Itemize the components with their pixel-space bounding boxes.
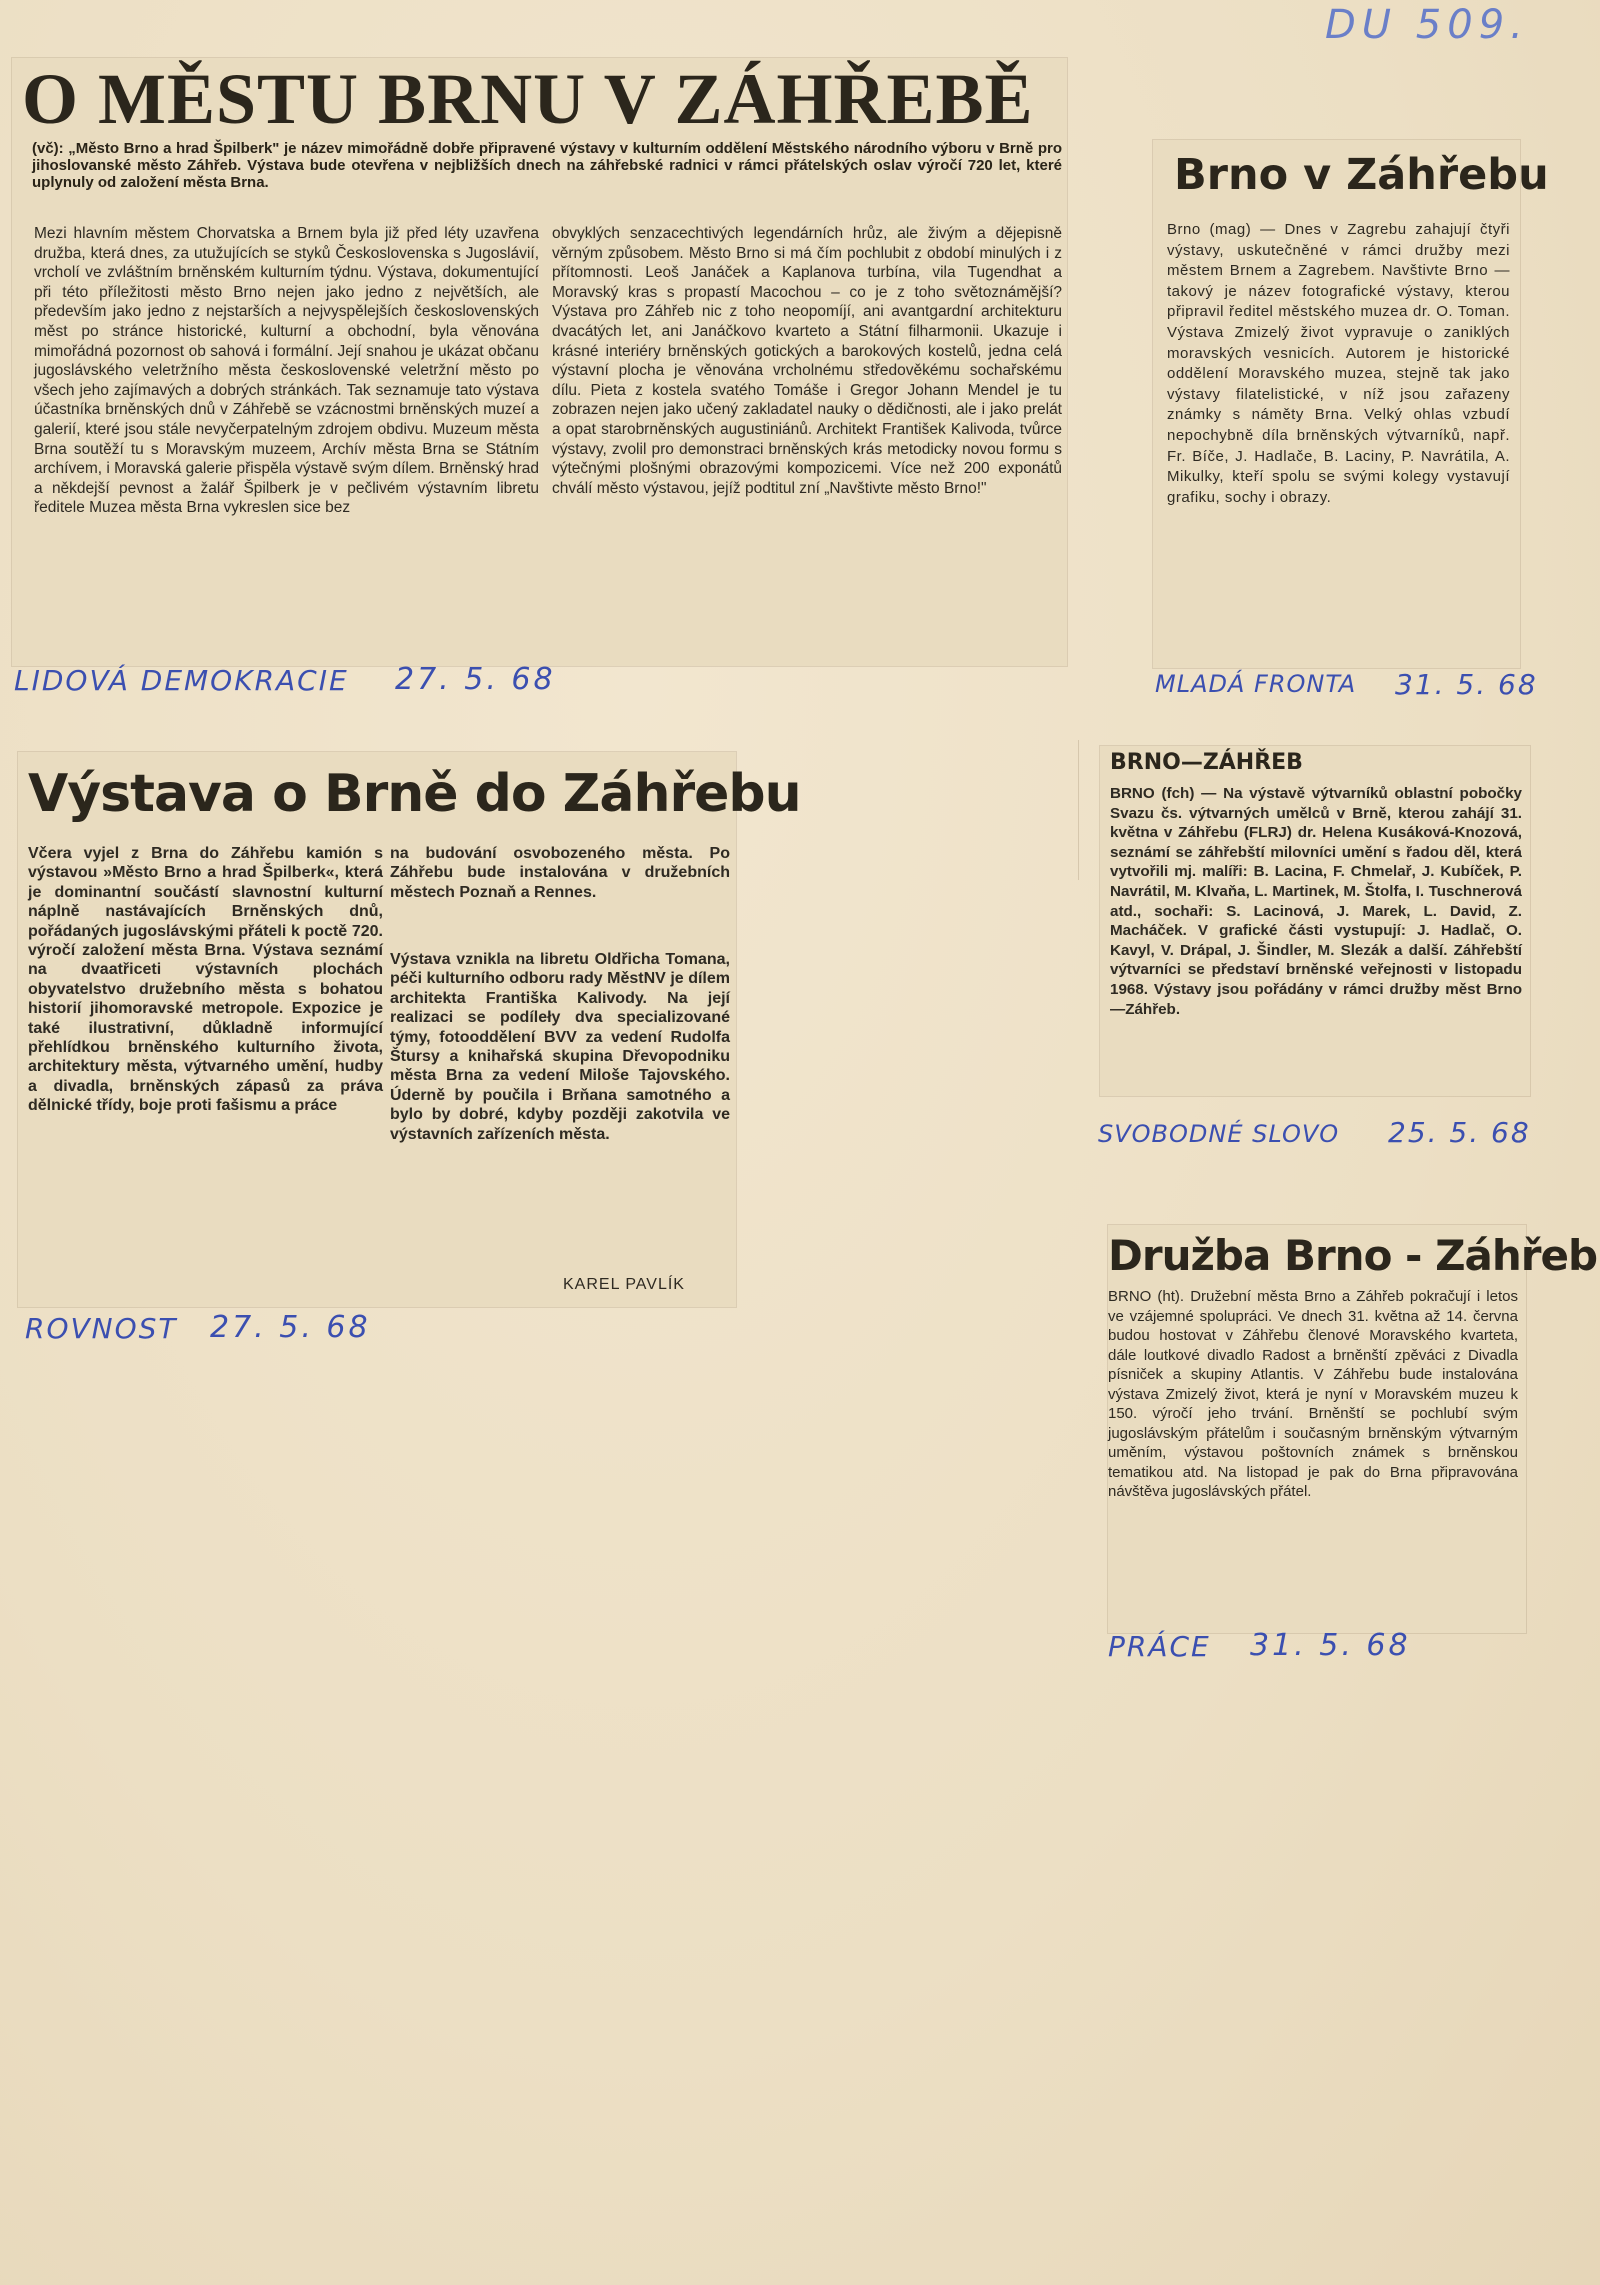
clipping-mlada-fronta — [1153, 140, 1549, 668]
article4-date: 25. 5. 68 — [1388, 1116, 1531, 1149]
article2-body: Brno (mag) — Dnes v Zagrebu zahajují čtyři výstavy, uskutečněné v rámci družby mezi městem Brnem a Zagrebem. Navštivte Brno — takový je název fotografické výstavy, kterou připravil ředitel městského muzea dr. O. Toman. Výstava Zmizelý život vypravuje o zaniklých moravských vesnicích. Autorem je historické oddělení Moravského muzea, stejně tak jako výstavy filatelistické, v níž jsou zařazeny známky s náměty Brna. Velký ohlas vzbudí nepochybně díla brněnských výtvarníků, např. Fr. Bíče, J. Hadlače, B. Laciny, P. Navrátila, A. Mikulky, kteří spolu se svými kolegy vystavují grafiku, sochy i obrazy. — [1167, 221, 1510, 506]
article5-date: 31. 5. 68 — [1250, 1628, 1411, 1663]
article4-body: BRNO (fch) — Na výstavě výtvarníků oblastní pobočky Svazu čs. výtvarných umělců v Brně, kterou zahájí 31. května v Záhřebu (FLRJ) dr. Helena Kusáková-Knozová, seznámí se záhřebští milovníci umění s řadou děl, která vytvořili mj. malíři: B. Lacina, F. Chmelař, J. Kubíček, P. Navrátil, M. Klvaňa, L. Martinek, M. Štolfa, I. Tuschnerová atd., sochaři: S. Lacinová, J. Marek, L. David, Z. Macháček. V grafické části vystupují: J. Hadlač, O. Kavyl, V. Drápal, J. Šindler, M. Slezák a další. Záhřebští výtvarníci se představí brněnské veřejnosti v listopadu 1968. Výstavy jsou pořádány v rámci družby měst Brno—Záhřeb. — [1110, 785, 1522, 1018]
article2-title: Brno v Záhřebu — [1174, 150, 1549, 200]
article3-col1: Včera vyjel z Brna do Záhřebu kamión s výstavou »Město Brno a hrad Špilberk«, která je dominantní součástí slavnostní kulturní náplně nastávajících Brněnských dnů, pořádaných jugoslávskými přáteli k poctě 720. výročí založení města Brna. Výstava seznámí na dvaatřiceti výstavních plochách obyvatelstvo družebního města s bohatou historií jihomoravské metropole. Expozice je také ilustrativní, důkladně informující přehlídkou brněnského kulturního života, architektury města, výtvarného umění, hudby a divadla, brněnských zápasů za práva dělnické třídy, boje proti fašismu a práce — [28, 845, 383, 1115]
article3-col2b: Výstava vznikla na libretu Oldřicha Tomana, péči kulturního odboru rady MěstNV je dílem architekta Františka Kalivody. Na její realizaci se podíleły dva specializované týmy, fotooddělení BVV za vedení Rudolfa Štursy a knihařská skupina Dřevopodniku města Brna za vedení Miloše Tajovského. Úderně by poučila i Brňana samotného a bylo by dobré, kdyby později zakotvila ve výstavních zařízeních města. — [390, 951, 730, 1143]
article3-source: ROVNOST — [25, 1312, 178, 1345]
article5-source: PRÁCE — [1108, 1630, 1211, 1663]
article1-col1: Mezi hlavním městem Chorvatska a Brnem byla již před léty uzavřena družba, která dnes, za utužujících se styků Československa s Jugoslávií, vrcholí ve zvláštním brněnském kulturním týdnu. Výstava, dokumentující při této příležitosti město Brno nejen jako jedno z největších, ale především jako jedno z nejstarších a nejvyspělejších československých měst po stránce historické, kulturní a obchodní, byla věnována mimořádná pozornost ob sahová i formální. Její snahou je ukázat občanu jugoslávského veletržního města československé veletržní město po všech jeho zajímavých a dobrých stránkách. Tak seznamuje tato výstava účastníka brněnských dnů v Záhřebě se vzácnostmi brněnských muzeí a galerií, které jsou stále nevyčerpatelným zdrojem obdivu. Muzeum města Brna soutěží tu s Moravským muzeem, Archív města Brna se Státním archívem, i Moravská galerie přispěla výstavě svým dílem. Brněnský hrad a někdejší pevnost a žalář Špilberk je v pečlivém výstavním libretu ředitele Muzea města Brna vykreslen sice bez — [34, 225, 539, 517]
article3-title: Výstava o Brně do Záhřebu — [28, 764, 801, 824]
article1-title: O MĚSTU BRNU V ZÁHŘEBĚ — [22, 59, 1034, 139]
clipping-lidova-demokracie — [12, 58, 1067, 666]
article1-source: LIDOVÁ DEMOKRACIE — [14, 664, 349, 697]
article2-source: MLADÁ FRONTA — [1155, 670, 1357, 698]
article1-lead: (vč): „Město Brno a hrad Špilberk" je název mimořádně dobře připravené výstavy v kulturním oddělení Městského národního výboru v Brně pro jihoslovanské město Záhřeb. Výstava bude otevřena v nejbližších dnech na záhřebské radnici v rámci přátelských oslav výročí 720 let, které uplynuly od založení města Brna. — [32, 140, 1062, 191]
clipping-rovnost — [18, 752, 801, 1307]
page-fold — [1078, 740, 1079, 880]
article2-date: 31. 5. 68 — [1395, 668, 1538, 701]
article1-date: 27. 5. 68 — [395, 662, 556, 697]
clipping-svobodne-slovo — [1100, 746, 1530, 1096]
article3-col2a: na budování osvobozeného města. Po Záhřebu bude instalována v družebních městech Poznaň a Rennes. — [390, 845, 730, 901]
article4-source: SVOBODNÉ SLOVO — [1098, 1120, 1340, 1148]
article5-title: Družba Brno - Záhřeb — [1108, 1231, 1598, 1280]
article4-title: BRNO—ZÁHŘEB — [1110, 750, 1303, 775]
article1-col2: obvyklých senzacechtivých legendárních hrůz, ale živým a dějepisně věrným způsobem. Město Brno si má čím pochlubit z období minulých i z přítomnosti. Leoš Janáček a Kaplanova turbína, vila Tugendhat a Moravský kras s propastí Macochou – co je z toho světoznámější? Výstava pro Záhřeb nic z toho neopomíjí, ani avantgardní architekturu dvacátých let, ani Janáčkovo kvarteto a Státní filharmonii. Ukazuje i krásné interiéry brněnských gotických a barokových kostelů, jedna celá výstavní plocha je věnována vrcholnému středověkému sochařskému dílu. Pieta z kostela svatého Tomáše i Gregor Johann Mendel je tu zobrazen nejen jako učený zakladatel nauky o dědičnosti, ale i jako prelát a opat starobrněnských augustiniánů. Architekt František Kalivoda, tvůrce výstavy, zvolil pro demonstraci brněnských krás metodicky novou formu s výtečnými plošnými obrazovými kompozicemi. Více než 200 exponátů chválí město výstavou, jejíž podtitul zní „Navštivte město Brno!" — [552, 225, 1062, 497]
clipping-prace — [1108, 1225, 1598, 1633]
article3-author: KAREL PAVLÍK — [563, 1276, 685, 1293]
article3-date: 27. 5. 68 — [210, 1310, 371, 1345]
archive-mark: DU 509. — [1325, 2, 1529, 48]
article5-body: BRNO (ht). Družební města Brno a Záhřeb pokračují i letos ve vzájemné spolupráci. Ve dnech 31. května až 14. června budou hostovat v Záhřebu členové Moravského kvarteta, dále loutkové divadlo Radost a brněnští zpěváci z Divadla písniček a skupiny Atlantis. V Záhřebu bude instalována výstava Zmizelý život, která je nyní v Moravském muzeu k 150. výročí jeho trvání. Brněnští se pochlubí svým jugoslávským přátelům i současným brněnským výtvarným uměním, výstavou poštovních známek s brněnskou tematikou atd. Na listopad je pak do Brna připravována návštěva jugoslávských přátel. — [1108, 1288, 1518, 1500]
